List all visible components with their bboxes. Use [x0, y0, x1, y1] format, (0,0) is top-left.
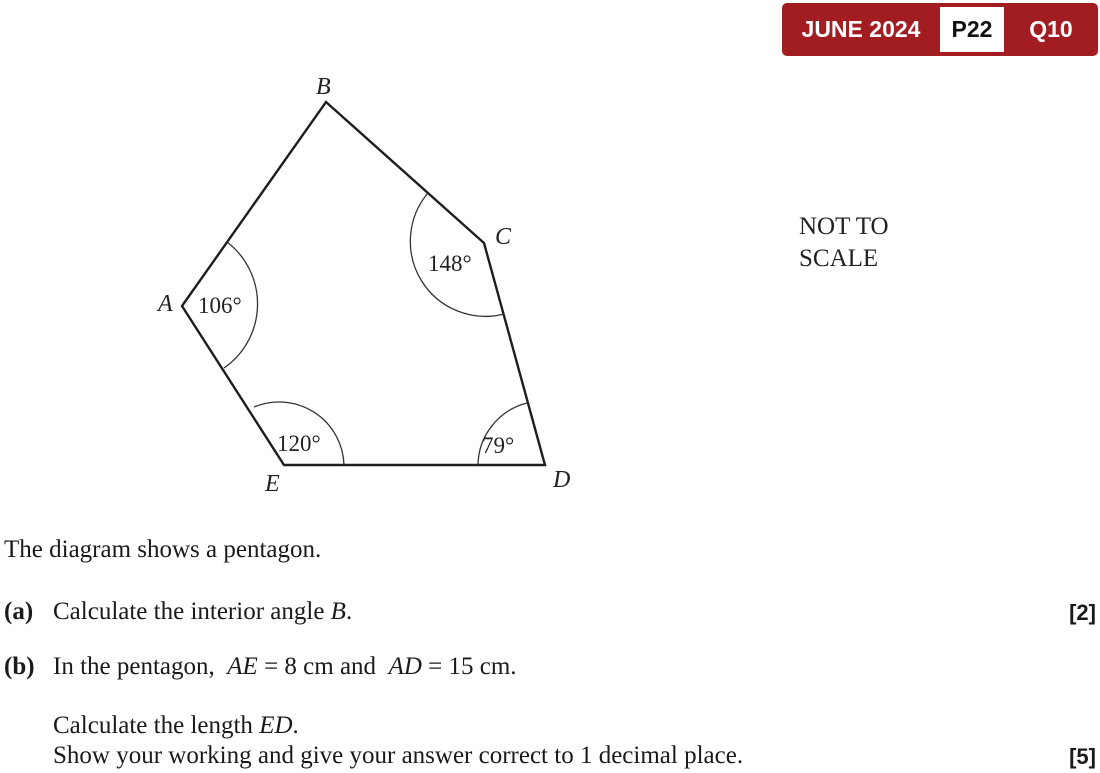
part-b-line1-mid: = 8 cm and [257, 653, 389, 680]
part-b-var-ed: ED [259, 712, 293, 739]
part-b-line2-prefix: Calculate the length [53, 712, 260, 739]
part-b-line1-suffix: = 15 cm. [421, 653, 517, 680]
angle-label-e: 120° [277, 431, 321, 456]
part-b-line2-suffix: . [292, 712, 299, 739]
angle-label-c: 148° [428, 251, 472, 276]
part-a-marks: [2] [1069, 600, 1096, 625]
part-b-var-ae: AE [227, 653, 258, 680]
scale-note-line-2: SCALE [799, 245, 879, 272]
part-b [4, 653, 517, 681]
vertex-label-a: A [158, 291, 173, 317]
vertex-label-e: E [265, 471, 280, 497]
part-a-text-end: . [345, 598, 353, 625]
part-b-working-note: Show your working and give your answer correct to 1 decimal place. [53, 742, 744, 769]
question-intro: The diagram shows a pentagon. [4, 536, 322, 563]
badge-paper: P22 [940, 7, 1004, 52]
part-b-var-ad: AD [388, 653, 422, 680]
badge-session: JUNE 2024 [801, 16, 921, 42]
angle-label-d: 79° [482, 433, 515, 458]
not-to-scale-note [799, 211, 889, 275]
part-b-label: (b) [4, 653, 35, 680]
vertex-label-d: D [553, 467, 571, 493]
part-b-instruction [53, 712, 299, 740]
part-a-text: Calculate the interior angle [53, 598, 331, 625]
part-b-line1-prefix: In the pentagon, [53, 653, 228, 680]
vertex-label-b: B [316, 74, 331, 100]
scale-note-line-1: NOT TO [799, 213, 889, 240]
angle-label-a: 106° [198, 293, 242, 318]
part-a [4, 598, 352, 626]
part-a-label: (a) [4, 598, 34, 625]
badge-question: Q10 [1029, 16, 1073, 42]
part-b-marks: [5] [1069, 744, 1096, 769]
part-a-variable: B [330, 598, 346, 625]
pentagon-outline [182, 102, 545, 465]
vertex-label-c: C [495, 224, 512, 250]
